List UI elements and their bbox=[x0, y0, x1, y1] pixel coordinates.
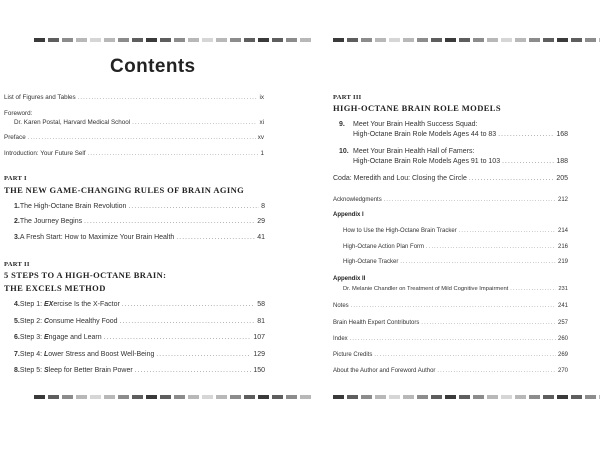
part-label: PART I bbox=[4, 175, 27, 182]
chapter-number: 4. bbox=[14, 301, 20, 308]
step-suffix: onsume Healthy Food bbox=[49, 318, 118, 325]
page-number: 188 bbox=[556, 158, 568, 165]
decor-segment bbox=[48, 38, 59, 42]
toc-entry[interactable] bbox=[333, 175, 568, 182]
chapter-number: 9. bbox=[339, 121, 345, 128]
acronym-letters: L bbox=[43, 351, 49, 358]
decor-segment bbox=[230, 38, 241, 42]
bottom-decorative-bar bbox=[333, 395, 600, 399]
chapter-number: 7. bbox=[14, 351, 20, 358]
toc-entry[interactable] bbox=[343, 244, 568, 250]
toc-entry[interactable] bbox=[4, 94, 264, 101]
toc-entry[interactable] bbox=[14, 119, 264, 126]
chapter-entry[interactable] bbox=[14, 334, 265, 341]
decor-segment bbox=[76, 395, 87, 399]
chapter-number: 2. bbox=[14, 218, 20, 225]
toc-entry[interactable] bbox=[333, 368, 568, 374]
leader-dots bbox=[426, 244, 556, 250]
page-number: 257 bbox=[557, 320, 568, 326]
decor-segment bbox=[244, 395, 255, 399]
toc-entry[interactable] bbox=[4, 134, 264, 141]
decor-segment bbox=[216, 395, 227, 399]
leader-dots bbox=[510, 286, 556, 292]
step-prefix: Step 2: bbox=[19, 318, 44, 325]
page-number: 1 bbox=[260, 150, 264, 157]
decor-segment bbox=[258, 38, 269, 42]
leader-dots bbox=[88, 151, 259, 157]
decor-segment bbox=[543, 38, 554, 42]
decor-segment bbox=[230, 395, 241, 399]
decor-segment bbox=[34, 395, 45, 399]
decor-segment bbox=[174, 38, 185, 42]
decor-segment bbox=[132, 38, 143, 42]
decor-segment bbox=[417, 395, 428, 399]
decor-segment bbox=[160, 395, 171, 399]
chapter-number: 8. bbox=[14, 367, 20, 374]
decor-segment bbox=[557, 395, 568, 399]
page-number: 219 bbox=[557, 259, 568, 265]
right-page bbox=[300, 0, 600, 450]
step-prefix: Step 4: bbox=[19, 351, 44, 358]
entry-text: High-Octane Tracker bbox=[343, 259, 399, 265]
entry-text: Dr. Melanie Chandler on Treatment of Mild Cognitive Impairment bbox=[343, 286, 509, 292]
decor-segment bbox=[34, 38, 45, 42]
entry-text: How to Use the High-Octane Brain Tracker bbox=[343, 228, 457, 234]
leader-dots bbox=[132, 120, 257, 126]
entry-text bbox=[20, 351, 155, 358]
toc-entry[interactable]: Foreword: bbox=[4, 110, 33, 117]
decor-segment bbox=[417, 38, 428, 42]
leader-dots bbox=[400, 259, 556, 265]
page-number: 81 bbox=[257, 318, 265, 325]
acronym-letters: EX bbox=[43, 301, 54, 308]
decor-segment bbox=[445, 38, 456, 42]
decor-segment bbox=[361, 38, 372, 42]
entry-text: The High-Octane Brain Revolution bbox=[19, 203, 127, 210]
decor-segment bbox=[361, 395, 372, 399]
decor-segment bbox=[389, 395, 400, 399]
toc-entry[interactable] bbox=[333, 336, 568, 342]
chapter-entry[interactable] bbox=[353, 131, 568, 138]
decor-segment bbox=[571, 395, 582, 399]
page-title: Contents bbox=[110, 56, 196, 77]
entry-text: Preface bbox=[4, 134, 26, 141]
decor-segment bbox=[188, 395, 199, 399]
decor-segment bbox=[347, 395, 358, 399]
toc-entry[interactable] bbox=[333, 352, 568, 358]
decor-segment bbox=[132, 395, 143, 399]
page-number: 269 bbox=[557, 352, 568, 358]
decor-segment bbox=[146, 38, 157, 42]
decor-segment bbox=[585, 395, 596, 399]
step-suffix: ngage and Learn bbox=[48, 334, 102, 341]
decor-segment bbox=[90, 395, 101, 399]
step-suffix: leep for Better Brain Power bbox=[48, 367, 133, 374]
page-number: 212 bbox=[557, 197, 568, 203]
entry-text: Meet Your Brain Health Success Squad: bbox=[353, 121, 478, 128]
toc-entry[interactable] bbox=[343, 228, 568, 234]
page-number: 216 bbox=[557, 244, 568, 250]
part-title: 5 STEPS TO A HIGH-OCTANE BRAIN: bbox=[4, 270, 167, 280]
chapter-entry[interactable] bbox=[14, 367, 265, 374]
decor-segment bbox=[90, 38, 101, 42]
decor-segment bbox=[202, 395, 213, 399]
part-label: PART II bbox=[4, 261, 30, 268]
leader-dots bbox=[84, 218, 255, 225]
leader-dots bbox=[28, 135, 256, 141]
acronym-letters: C bbox=[43, 318, 50, 325]
decor-segment bbox=[557, 38, 568, 42]
decor-segment bbox=[272, 395, 283, 399]
leader-dots bbox=[498, 131, 554, 138]
chapter-number: 5. bbox=[14, 318, 20, 325]
decor-segment bbox=[487, 38, 498, 42]
entry-text: Meet Your Brain Health Hall of Famers: bbox=[353, 148, 475, 155]
decor-segment bbox=[286, 395, 297, 399]
chapter-entry[interactable] bbox=[14, 318, 265, 325]
page-number: 231 bbox=[558, 286, 568, 292]
decor-segment bbox=[216, 38, 227, 42]
decor-segment bbox=[571, 38, 582, 42]
top-decorative-bar bbox=[333, 38, 600, 42]
entry-text: About the Author and Foreword Author bbox=[333, 368, 436, 374]
chapter-entry-line1[interactable] bbox=[339, 121, 478, 128]
page-number: ix bbox=[259, 94, 264, 101]
decor-segment bbox=[529, 395, 540, 399]
leader-dots bbox=[351, 303, 556, 309]
decor-segment bbox=[347, 38, 358, 42]
decor-segment bbox=[375, 38, 386, 42]
decor-segment bbox=[431, 38, 442, 42]
leader-dots bbox=[384, 197, 556, 203]
toc-entry[interactable] bbox=[343, 286, 568, 292]
part-title: THE EXCELS METHOD bbox=[4, 283, 106, 293]
leader-dots bbox=[120, 318, 256, 325]
page-number: 241 bbox=[557, 303, 568, 309]
decor-segment bbox=[160, 38, 171, 42]
chapter-entry[interactable] bbox=[14, 203, 265, 210]
entry-text: Acknowledgments bbox=[333, 197, 382, 203]
leader-dots bbox=[128, 203, 259, 210]
page-number: 29 bbox=[257, 218, 265, 225]
entry-text bbox=[20, 367, 133, 374]
page-number: xv bbox=[257, 134, 264, 141]
page-number: 58 bbox=[257, 301, 265, 308]
decor-segment bbox=[445, 395, 456, 399]
part-title: HIGH-OCTANE BRAIN ROLE MODELS bbox=[333, 103, 502, 113]
top-decorative-bar bbox=[34, 38, 311, 42]
entry-text: Coda: Meredith and Lou: Closing the Circle bbox=[333, 175, 467, 182]
step-suffix: ercise Is the X-Factor bbox=[53, 301, 120, 308]
decor-segment bbox=[333, 395, 344, 399]
chapter-entry[interactable] bbox=[14, 301, 265, 308]
decor-segment bbox=[258, 395, 269, 399]
page-number: 8 bbox=[261, 203, 265, 210]
page-number: 260 bbox=[557, 336, 568, 342]
acronym-letters: E bbox=[43, 334, 49, 341]
decor-segment bbox=[62, 38, 73, 42]
decor-segment bbox=[403, 395, 414, 399]
page-number: 270 bbox=[557, 368, 568, 374]
decor-segment bbox=[188, 38, 199, 42]
leader-dots bbox=[104, 334, 252, 341]
step-suffix: ower Stress and Boost Well-Being bbox=[48, 351, 155, 358]
leader-dots bbox=[122, 301, 255, 308]
leader-dots bbox=[459, 228, 556, 234]
page-number: 168 bbox=[556, 131, 568, 138]
decor-segment bbox=[543, 395, 554, 399]
entry-text: Introduction: Your Future Self bbox=[4, 150, 86, 157]
toc-entry[interactable] bbox=[333, 197, 568, 203]
decor-segment bbox=[202, 38, 213, 42]
chapter-entry[interactable] bbox=[14, 234, 265, 241]
leader-dots bbox=[156, 351, 251, 358]
decor-segment bbox=[459, 395, 470, 399]
acronym-letters: S bbox=[43, 367, 49, 374]
page-number: 150 bbox=[253, 367, 265, 374]
decor-segment bbox=[48, 395, 59, 399]
chapter-number: 3. bbox=[14, 234, 20, 241]
entry-text: Brain Health Expert Contributors bbox=[333, 320, 420, 326]
entry-text: High-Octane Brain Role Models Ages 44 to 83 bbox=[353, 131, 497, 138]
decor-segment bbox=[104, 395, 115, 399]
decor-segment bbox=[515, 395, 526, 399]
decor-segment bbox=[174, 395, 185, 399]
decor-segment bbox=[286, 38, 297, 42]
page-number: 129 bbox=[253, 351, 265, 358]
part-title: THE NEW GAME-CHANGING RULES OF BRAIN AGING bbox=[4, 185, 245, 195]
leader-dots bbox=[78, 95, 258, 101]
entry-text bbox=[20, 318, 118, 325]
leader-dots bbox=[421, 320, 556, 326]
decor-segment bbox=[431, 395, 442, 399]
entry-text: List of Figures and Tables bbox=[4, 94, 76, 101]
decor-segment bbox=[501, 38, 512, 42]
decor-segment bbox=[459, 38, 470, 42]
leader-dots bbox=[176, 234, 255, 241]
entry-text: Notes bbox=[333, 303, 349, 309]
step-prefix: Step 5: bbox=[19, 367, 44, 374]
decor-segment bbox=[487, 395, 498, 399]
entry-text: High-Octane Action Plan Form bbox=[343, 244, 425, 250]
chapter-entry-line1[interactable] bbox=[339, 148, 474, 155]
decor-segment bbox=[62, 395, 73, 399]
decor-segment bbox=[76, 38, 87, 42]
entry-text: The Journey Begins bbox=[19, 218, 83, 225]
appendix-label: Appendix II bbox=[333, 276, 366, 282]
decor-segment bbox=[272, 38, 283, 42]
entry-text: High-Octane Brain Role Models Ages 91 to 103 bbox=[353, 158, 501, 165]
chapter-entry[interactable] bbox=[353, 158, 568, 165]
page-number: xi bbox=[259, 119, 264, 126]
toc-entry[interactable] bbox=[333, 320, 568, 326]
decor-segment bbox=[403, 38, 414, 42]
page-number: 214 bbox=[557, 228, 568, 234]
page-number: 107 bbox=[253, 334, 265, 341]
toc-entry[interactable] bbox=[333, 303, 568, 309]
decor-segment bbox=[118, 395, 129, 399]
chapter-number: 1. bbox=[14, 203, 20, 210]
chapter-entry[interactable] bbox=[14, 218, 265, 225]
decor-segment bbox=[529, 38, 540, 42]
decor-segment bbox=[473, 395, 484, 399]
decor-segment bbox=[585, 38, 596, 42]
decor-segment bbox=[389, 38, 400, 42]
decor-segment bbox=[501, 395, 512, 399]
leader-dots bbox=[374, 352, 556, 358]
chapter-number: 10. bbox=[339, 148, 349, 155]
page-number: 41 bbox=[257, 234, 265, 241]
appendix-label: Appendix I bbox=[333, 212, 364, 218]
entry-text: A Fresh Start: How to Maximize Your Brain Health bbox=[19, 234, 175, 241]
step-prefix: Step 1: bbox=[19, 301, 44, 308]
leader-dots bbox=[502, 158, 554, 165]
entry-text: Picture Credits bbox=[333, 352, 373, 358]
entry-text bbox=[20, 301, 120, 308]
page-number: 205 bbox=[556, 175, 568, 182]
decor-segment bbox=[104, 38, 115, 42]
decor-segment bbox=[244, 38, 255, 42]
part-label: PART III bbox=[333, 94, 362, 101]
entry-text: Index bbox=[333, 336, 348, 342]
chapter-number: 6. bbox=[14, 334, 20, 341]
decor-segment bbox=[146, 395, 157, 399]
leader-dots bbox=[437, 368, 556, 374]
decor-segment bbox=[375, 395, 386, 399]
decor-segment bbox=[118, 38, 129, 42]
entry-text: Dr. Karen Postal, Harvard Medical School bbox=[14, 119, 131, 126]
toc-entry[interactable] bbox=[4, 150, 264, 157]
bottom-decorative-bar bbox=[34, 395, 311, 399]
toc-entry[interactable] bbox=[343, 259, 568, 265]
decor-segment bbox=[515, 38, 526, 42]
entry-text bbox=[20, 334, 102, 341]
leader-dots bbox=[469, 175, 554, 182]
leader-dots bbox=[135, 367, 252, 374]
decor-segment bbox=[473, 38, 484, 42]
decor-segment bbox=[333, 38, 344, 42]
chapter-entry[interactable] bbox=[14, 351, 265, 358]
step-prefix: Step 3: bbox=[19, 334, 44, 341]
leader-dots bbox=[350, 336, 556, 342]
